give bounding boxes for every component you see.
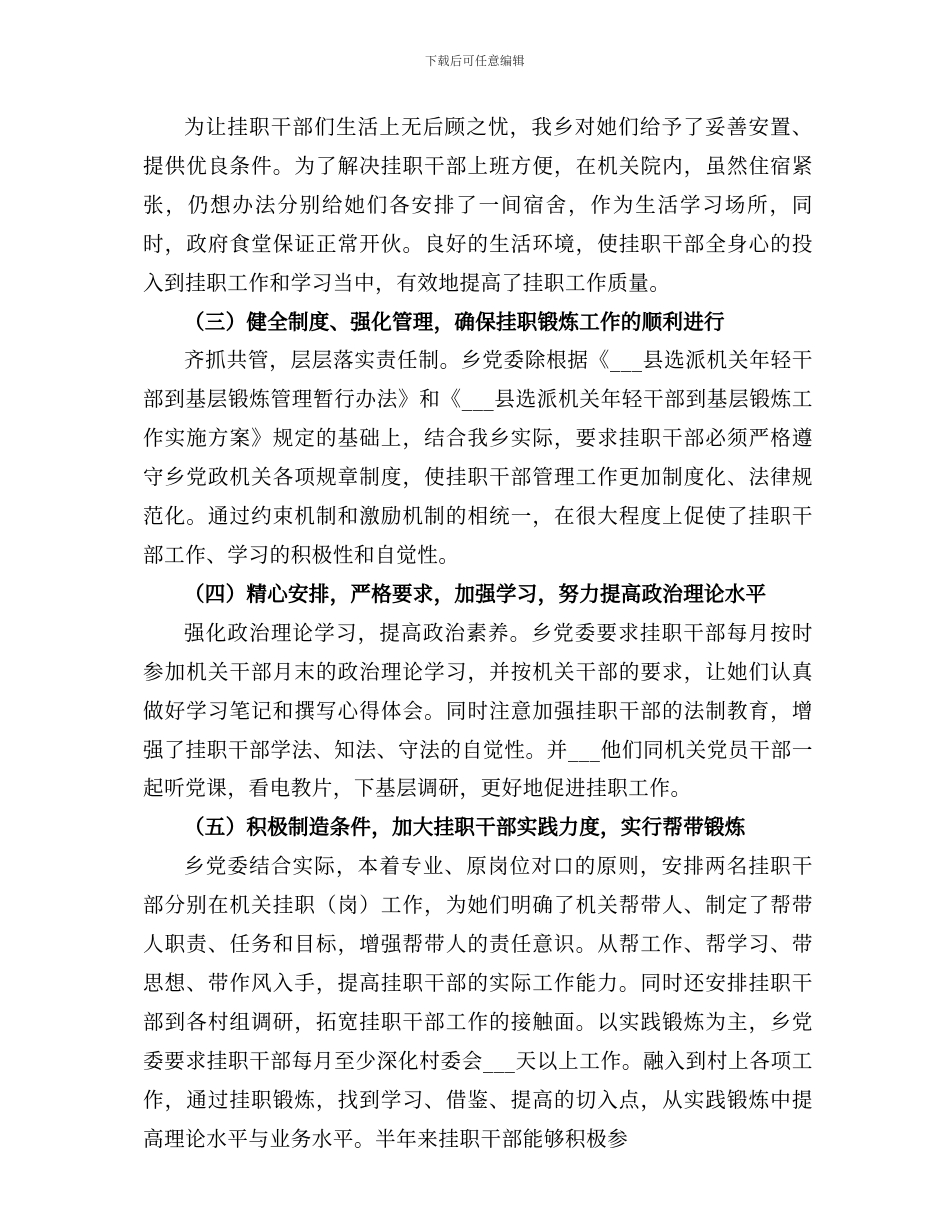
paragraph-political-study: 强化政治理论学习，提高政治素养。乡党委要求挂职干部每月按时参加机关干部月末的政治理论学习，并按机关干部的要求，让她们认真做好学习笔记和撰写心得体会。同时注意加强挂职干部的法制教育，增强了挂职干部学法、知法、守法的自觉性。并___他们同机关党员干部一起听党课，看电教片，下基层调研，更好地促进挂职工作。	[143, 620, 813, 801]
section-heading-4: （四）精心安排，严格要求，加强学习，努力提高政治理论水平	[184, 581, 767, 606]
header-note: 下载后可任意编辑	[424, 54, 525, 68]
paragraph-management-system: 齐抓共管，层层落实责任制。乡党委除根据《___县选派机关年轻干部到基层锻炼管理暂行办法》和《___县选派机关年轻干部到基层锻炼工作实施方案》规定的基础上，结合我乡实际，要求挂职干部必须严格遵守乡党政机关各项规章制度，使挂职干部管理工作更加制度化、法律规范化。通过约束机制和激励机制的相统一，在很大程度上促使了挂职干部工作、学习的积极性和自觉性。	[143, 348, 813, 567]
paragraph-practice-mentoring: 乡党委结合实际，本着专业、原岗位对口的原则，安排两名挂职干部分别在机关挂职（岗）工作，为她们明确了机关帮带人、制定了帮带人职责、任务和目标，增强帮带人的责任意识。从帮工作、帮学习、带思想、带作风入手，提高挂职干部的实际工作能力。同时还安排挂职干部到各村组调研，拓宽挂职干部工作的接触面。以实践锻炼为主，乡党委要求挂职干部每月至少深化村委会___天以上工作。融入到村上各项工作，通过挂职锻炼，找到学习、借鉴、提高的切入点，从实践锻炼中提高理论水平与业务水平。半年来挂职干部能够积极参	[143, 854, 813, 1151]
paragraph-living-arrangements: 为让挂职干部们生活上无后顾之忧，我乡对她们给予了妥善安置、提供优良条件。为了解决挂职干部上班方便，在机关院内，虽然住宿紧张，仍想办法分别给她们各安排了一间宿舍，作为生活学习场所，同时，政府食堂保证正常开伙。良好的生活环境，使挂职干部全身心的投入到挂职工作和学习当中，有效地提高了挂职工作质量。	[143, 115, 813, 295]
document-body	[143, 108, 813, 1158]
section-heading-5: （五）积极制造条件，加大挂职干部实践力度，实行帮带锻炼	[184, 815, 746, 840]
section-heading-3: （三）健全制度、强化管理，确保挂职锻炼工作的顺利进行	[184, 309, 725, 334]
